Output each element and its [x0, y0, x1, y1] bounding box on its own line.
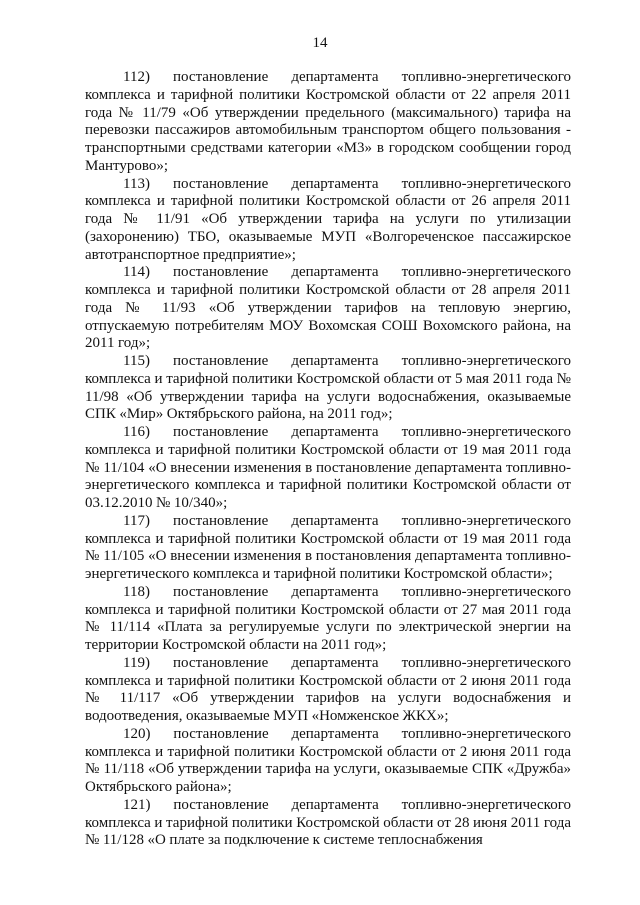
list-item: 120) постановление департамента топливно-энергетического комплекса и тарифной политики Костромской области от 2 июня 2011 года № 11/118 «Об утверждении тарифа на услуги, оказываемые СПК «Дружба» Октябрьского района»;: [85, 725, 571, 795]
list-item: 116) постановление департамента топливно-энергетического комплекса и тарифной политики Костромской области от 19 мая 2011 года № 11/104 «О внесении изменения в постановление департамента топливно-энергетического комплекса и тарифной политики Костромской области от 03.12.2010 № 10/340»;: [85, 424, 571, 511]
list-item: 119) постановление департамента топливно-энергетического комплекса и тарифной политики Костромской области от 2 июня 2011 года № 11/117 «Об утверждении тарифов на услуги водоснабжения и водоотведения, оказываемые МУП «Номженское ЖКХ»;: [85, 654, 571, 724]
list-item: 117) постановление департамента топливно-энергетического комплекса и тарифной политики Костромской области от 19 мая 2011 года № 11/105 «О внесении изменения в постановления департамента топливно-энергетического комплекса и тарифной политики Костромской области»;: [85, 512, 571, 582]
list-item: 115) постановление департамента топливно-энергетического комплекса и тарифной политики Костромской области от 5 мая 2011 года № 11/98 «Об утверждении тарифа на услуги водоснабжения, оказываемые СПК «Мир» Октябрьского района, на 2011 год»;: [85, 353, 571, 423]
list-item: 121) постановление департамента топливно-энергетического комплекса и тарифной политики Костромской области от 28 июня 2011 года № 11/128 «О плате за подключение к системе теплоснабжения: [85, 796, 571, 849]
document-body: [85, 69, 571, 850]
list-item: 113) постановление департамента топливно-энергетического комплекса и тарифной политики Костромской области от 26 апреля 2011 года № 11/91 «Об утверждении тарифа на услуги по утилизации (захоронению) ТБО, оказываемые МУП «Волгореченское пассажирское автотранспортное предприятие»;: [85, 175, 571, 263]
page-number: 14: [312, 35, 328, 51]
list-item: 112) постановление департамента топливно-энергетического комплекса и тарифной политики Костромской области от 22 апреля 2011 года № 11/79 «Об утверждении предельного (максимального) тарифа на перевозки пассажиров автомобильным транспортом общего пользования - транспортными средствами категории «М3» в городском сообщении город Мантурово»;: [85, 69, 571, 174]
list-item: 114) постановление департамента топливно-энергетического комплекса и тарифной политики Костромской области от 28 апреля 2011 года № 11/93 «Об утверждении тарифов на тепловую энергию, отпускаемую потребителям МОУ Вохомская СОШ Вохомского района, на 2011 год»;: [85, 264, 571, 352]
list-item: 118) постановление департамента топливно-энергетического комплекса и тарифной политики Костромской области от 27 мая 2011 года № 11/114 «Плата за регулируемые услуги по электрической энергии на территории Костромской области на 2011 год»;: [85, 583, 571, 653]
